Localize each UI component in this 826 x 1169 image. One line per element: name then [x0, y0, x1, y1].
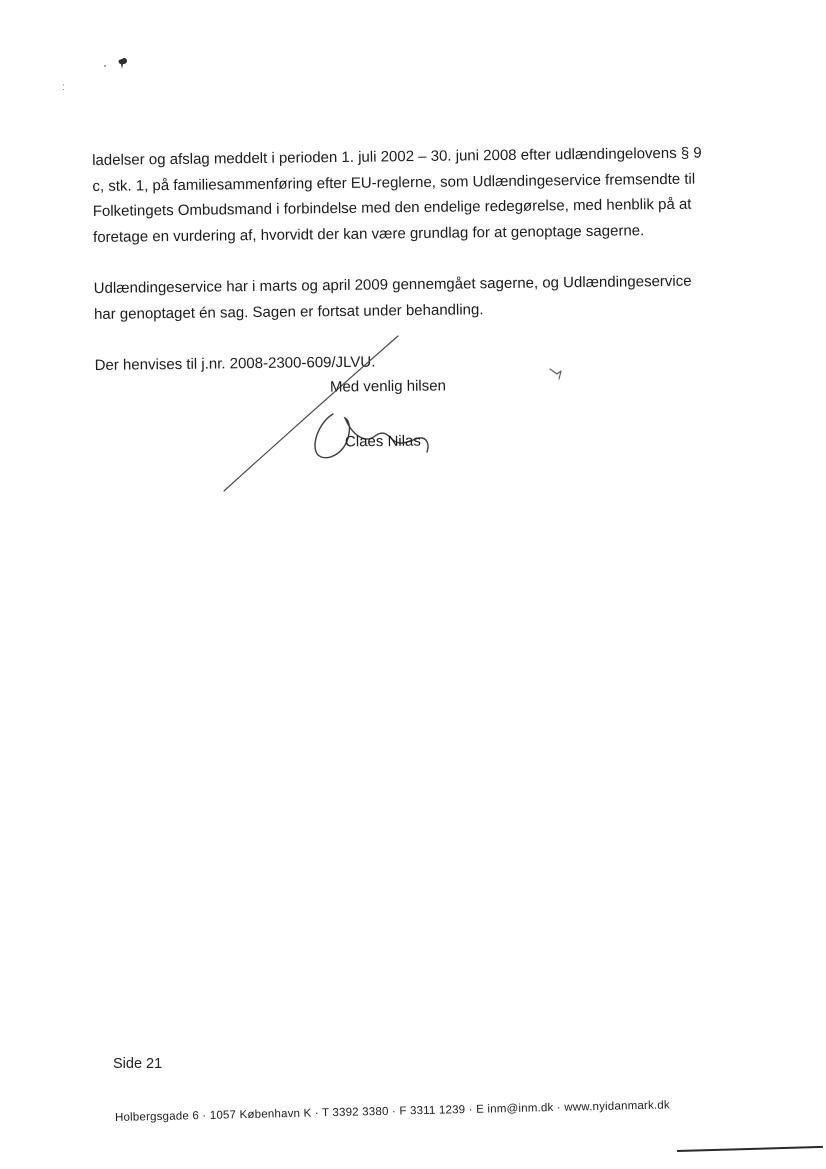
bottom-right-rule — [677, 1146, 823, 1152]
paragraph-line: Folketingets Ombudsmand i forbindelse med den endelige redegørelse, med henblik på at — [92, 195, 692, 220]
margin-dots: : — [62, 82, 65, 93]
paragraph-line: ladelser og afslag meddelt i perioden 1. juli 2002 – 30. juni 2008 efter udlændingelovens § 9 — [92, 144, 702, 169]
paragraph — [95, 346, 705, 379]
paragraph-line: Udlændingeservice har i marts og april 2009 gennemgået sagerne, og Udlændingeservice — [93, 272, 692, 297]
paragraph — [94, 269, 704, 327]
pen-tick-mark — [548, 366, 570, 384]
page-number: Side 21 — [113, 1056, 163, 1072]
ink-blot-mark — [98, 55, 138, 75]
footer-contact-line: Holbergsgade 6 · 1057 København K · T 3392 3380 · F 3311 1239 · E inm@inm.dk · www.nyidanmark.dk — [114, 1099, 671, 1124]
letter-body — [92, 141, 705, 405]
signer-name: Claes Nilas — [344, 432, 421, 451]
paragraph — [92, 141, 703, 250]
reference-number-line: Der henvises til j.nr. 2008-2300-609/JLVU. — [94, 353, 376, 374]
paragraph-line: foretage en vurdering af, hvorvidt der kan være grundlag for at genoptage sagerne. — [92, 221, 645, 246]
paragraph-line: har genoptaget én sag. Sagen er fortsat under behandling. — [93, 300, 484, 323]
closing-salutation: Med venlig hilsen — [329, 377, 446, 396]
paragraph-line: c, stk. 1, på familiesammenføring efter EU-reglerne, som Udlændingeservice fremsendte til — [92, 170, 696, 195]
